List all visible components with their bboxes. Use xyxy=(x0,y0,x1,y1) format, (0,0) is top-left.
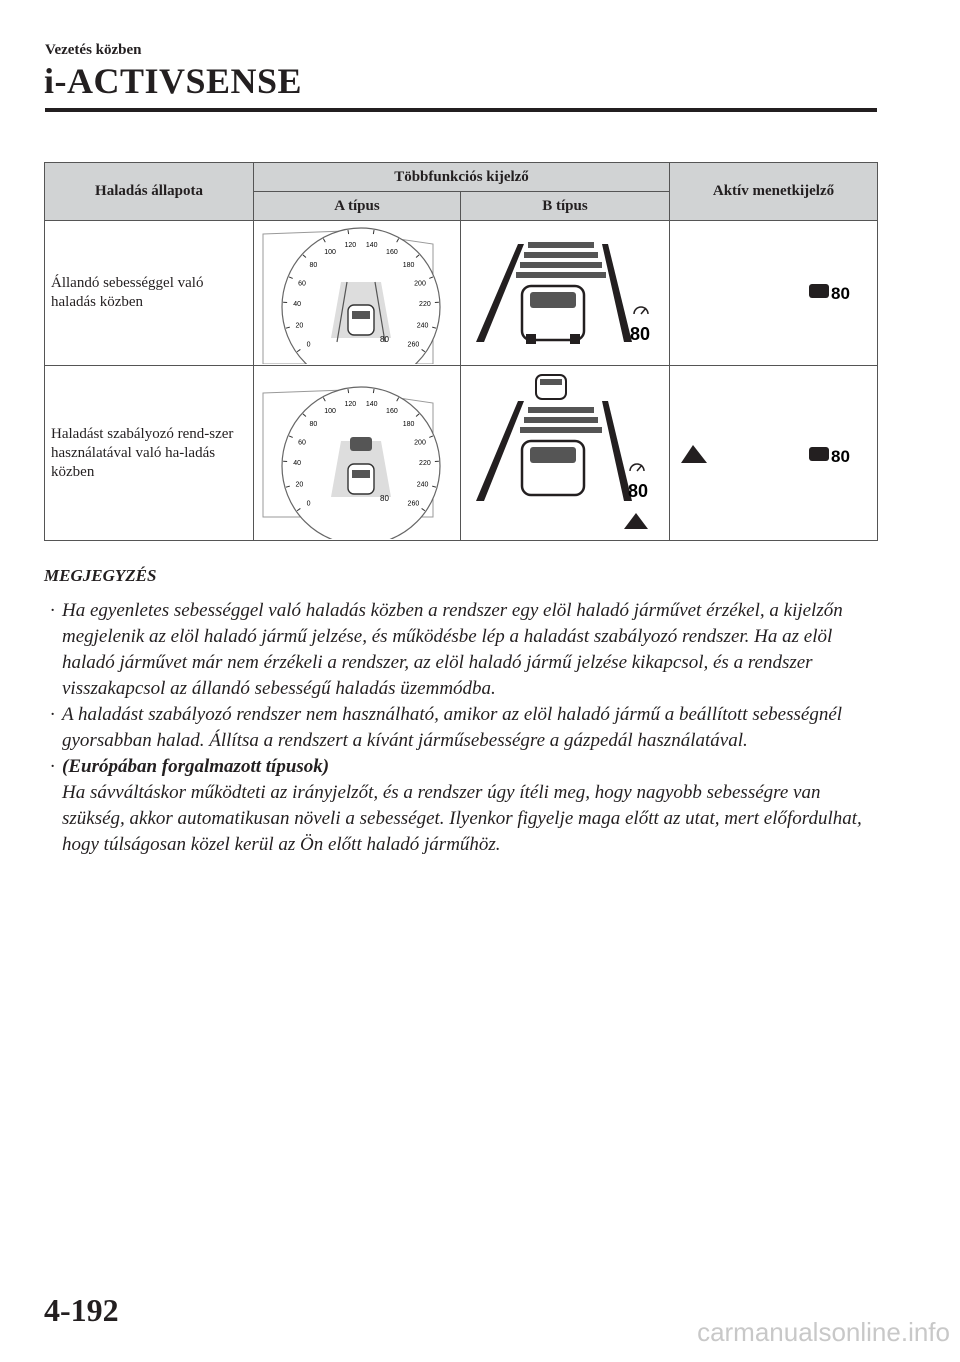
note-item: · (Európában forgalmazott típusok) Ha sávváltáskor működteti az irányjelzőt, és a rendszer úgy ítéli meg, hogy nagyobb sebességre van szükség, akkor automatikusan növeli a sebességet. Ilyenkor figyelje maga előtt az utat, mert előfordulhat, hogy túlságosan közel kerül az Ön előtt haladó járműhöz. xyxy=(50,756,862,855)
note-item: · Ha egyenletes sebességgel való haladás közben a rendszer egy elöl haladó járművet érzékel, a kijelzőn megjelenik az elöl haladó jármű jelzése, és működésbe lép a haladást szabályozó rendszer. Ha az elöl haladó járművet már nem érzékeli a rendszer, az elöl haladó jármű jelzése kikapcsol, és a rendszer visszakapcsol az állandó sebességű haladás üzemmódba. xyxy=(50,600,843,699)
speedometer-image xyxy=(255,367,461,539)
active-display-cruise xyxy=(670,366,878,541)
active-driving-image xyxy=(671,222,879,364)
set-speed: 80 xyxy=(380,335,389,344)
gauge-tick-label: 100 xyxy=(324,248,336,256)
row-state-cruise: Haladást szabályozó rend-szer használatával való ha-ladás közben xyxy=(45,366,254,541)
preceding-car-icon xyxy=(681,445,707,463)
watermark: carmanualsonline.info xyxy=(697,1317,950,1347)
type-b-lane-constant xyxy=(461,221,670,366)
note-title: MEGJEGYZÉS xyxy=(44,566,157,585)
gauge-tick-mark xyxy=(348,230,349,234)
gauge-tick-label: 60 xyxy=(298,439,306,447)
gauge-tick-label: 40 xyxy=(293,460,301,468)
gauge-tick-label: 160 xyxy=(386,248,398,256)
set-speed: 80 xyxy=(831,284,850,303)
gauge-tick-label: 220 xyxy=(419,301,431,309)
set-speed: 80 xyxy=(380,494,389,503)
gauge-tick-label: 240 xyxy=(416,481,429,489)
cruise-icon xyxy=(809,284,829,298)
cruise-icon xyxy=(630,464,644,471)
header-rule xyxy=(45,108,877,112)
gauge-tick-label: 20 xyxy=(295,322,304,330)
bullet: · xyxy=(50,756,55,777)
type-b-lane-cruise xyxy=(461,366,670,541)
type-a-gauge-cruise xyxy=(254,366,461,541)
set-speed: 80 xyxy=(630,324,651,344)
gauge-tick-label: 160 xyxy=(386,407,398,415)
own-car-icon xyxy=(522,441,584,495)
col-header-state: Haladás állapota xyxy=(45,163,254,221)
active-driving-image xyxy=(671,367,879,539)
gauge-tick-mark xyxy=(373,230,374,234)
speedometer-image xyxy=(255,222,461,364)
gauge-tick-label: 200 xyxy=(414,280,426,288)
gauge-tick-label: 80 xyxy=(309,421,318,429)
lane-display-image xyxy=(462,222,670,364)
gauge-tick-label: 20 xyxy=(295,481,304,489)
bullet: · xyxy=(50,600,55,621)
preceding-car-icon xyxy=(536,375,566,399)
gauge-tick-label: 60 xyxy=(298,280,306,288)
gauge-tick-label: 140 xyxy=(365,400,378,408)
col-header-type-a: A típus xyxy=(254,192,461,221)
own-car-icon xyxy=(522,286,584,344)
gauge-tick-label: 40 xyxy=(293,301,301,309)
note-list xyxy=(44,598,884,858)
lane-display-image xyxy=(462,367,670,539)
gauge-tick-label: 220 xyxy=(419,460,431,468)
gauge-tick-label: 240 xyxy=(416,322,429,330)
gauge-tick-label: 120 xyxy=(344,241,357,249)
col-header-type-b: B típus xyxy=(461,192,670,221)
gauge-tick-label: 260 xyxy=(407,341,420,349)
header-section: Vezetés közben xyxy=(45,42,142,58)
gauge-tick-label: 120 xyxy=(344,400,357,408)
bullet: · xyxy=(50,704,55,725)
set-speed: 80 xyxy=(628,481,649,501)
page-number: 4-192 xyxy=(44,1292,119,1328)
col-header-active: Aktív menetkijelző xyxy=(670,163,878,221)
gauge-tick-label: 80 xyxy=(309,262,318,270)
gauge-tick-mark xyxy=(373,389,374,393)
type-a-gauge-constant xyxy=(254,221,461,366)
gauge-tick-label: 140 xyxy=(365,241,378,249)
gauge-tick-mark xyxy=(348,389,349,393)
gauge-tick-label: 0 xyxy=(306,341,311,349)
preceding-car-icon xyxy=(350,437,372,451)
spec-table xyxy=(44,162,878,541)
page-title: i-ACTIVSENSE xyxy=(44,61,303,101)
gauge-tick-label: 200 xyxy=(414,439,426,447)
cruise-icon xyxy=(634,307,648,314)
gauge-tick-label: 180 xyxy=(402,421,415,429)
gauge-tick-label: 100 xyxy=(324,407,336,415)
note-item: · A haladást szabályozó rendszer nem használható, amikor az elöl haladó jármű a beállított sebességnél gyorsabban halad. Állítsa a rendszert a kívánt járműsebességre a gázpedál használatával. xyxy=(50,704,843,751)
gauge-tick-label: 180 xyxy=(402,262,415,270)
note-item-heading: (Európában forgalmazott típusok) xyxy=(62,756,330,777)
cruise-icon xyxy=(809,447,829,461)
row-state-constant: Állandó sebességgel való haladás közben xyxy=(45,221,254,366)
col-header-multi: Többfunkciós kijelző xyxy=(254,163,670,192)
gauge-tick-label: 0 xyxy=(306,500,311,508)
set-speed: 80 xyxy=(831,447,850,466)
gauge-tick-label: 260 xyxy=(407,500,420,508)
distance-icon xyxy=(624,513,648,529)
active-display-constant xyxy=(670,221,878,366)
